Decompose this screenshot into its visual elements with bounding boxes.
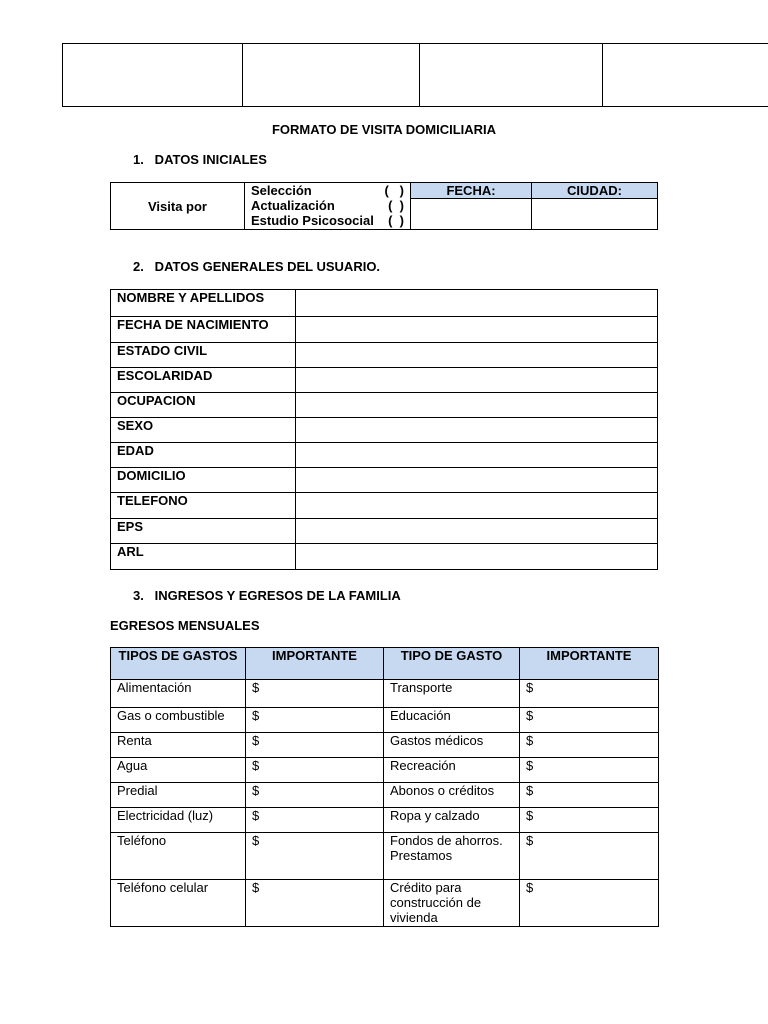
field-label: EDAD — [111, 443, 296, 468]
ciudad-value[interactable] — [532, 199, 658, 230]
option-estudio-psicosocial: Estudio Psicosocial ( ) — [251, 213, 404, 228]
field-value[interactable] — [296, 468, 658, 493]
visit-label: Visita por — [147, 198, 207, 214]
amount-cell[interactable]: $ — [520, 733, 659, 758]
header-cell-3 — [420, 44, 603, 107]
table-row — [111, 317, 658, 343]
field-label: ARL — [111, 544, 296, 570]
amount-cell[interactable]: $ — [520, 708, 659, 733]
field-label: NOMBRE Y APELLIDOS — [111, 290, 296, 317]
field-value[interactable] — [296, 290, 658, 317]
expense-type-cell: Gastos médicos — [384, 733, 520, 758]
field-label: TELEFONO — [111, 493, 296, 519]
expense-type-cell: Teléfono — [111, 833, 246, 880]
amount-cell[interactable]: $ — [520, 833, 659, 880]
expense-type-cell: Fondos de ahorros. Prestamos — [384, 833, 520, 880]
table-row — [111, 343, 658, 368]
field-label: OCUPACION — [111, 393, 296, 418]
field-value[interactable] — [296, 393, 658, 418]
table-row — [111, 733, 659, 758]
table-row — [111, 880, 659, 927]
expense-type-cell: Gas o combustible — [111, 708, 246, 733]
table-row — [111, 418, 658, 443]
column-header: IMPORTANTE — [246, 648, 384, 680]
amount-cell[interactable]: $ — [520, 808, 659, 833]
table-row — [111, 493, 658, 519]
table-row — [111, 680, 659, 708]
field-label: SEXO — [111, 418, 296, 443]
expense-type-cell: Ropa y calzado — [384, 808, 520, 833]
field-value[interactable] — [296, 493, 658, 519]
table-row — [111, 783, 659, 808]
table-row — [111, 544, 658, 570]
table-row — [111, 758, 659, 783]
header-table — [62, 43, 768, 107]
header-cell-4 — [603, 44, 768, 107]
table-row — [111, 393, 658, 418]
column-header: TIPOS DE GASTOS — [111, 648, 246, 680]
table-row — [111, 368, 658, 393]
expense-type-cell: Recreación — [384, 758, 520, 783]
amount-cell[interactable]: $ — [520, 783, 659, 808]
expense-type-cell: Electricidad (luz) — [111, 808, 246, 833]
table-row — [111, 290, 658, 317]
fecha-value[interactable] — [411, 199, 532, 230]
section3-heading: 3. INGRESOS Y EGRESOS DE LA FAMILIA — [133, 588, 401, 603]
amount-cell[interactable]: $ — [520, 880, 659, 927]
amount-cell[interactable]: $ — [246, 758, 384, 783]
expense-type-cell: Alimentación — [111, 680, 246, 708]
amount-cell[interactable]: $ — [246, 733, 384, 758]
field-value[interactable] — [296, 418, 658, 443]
amount-cell[interactable]: $ — [246, 808, 384, 833]
field-label: ESCOLARIDAD — [111, 368, 296, 393]
table-row — [111, 468, 658, 493]
ciudad-header: CIUDAD: — [532, 183, 658, 199]
expense-type-cell: Crédito para construcción de vivienda — [384, 880, 520, 927]
option-actualizacion: Actualización ( ) — [251, 198, 404, 213]
field-value[interactable] — [296, 317, 658, 343]
expense-type-cell: Predial — [111, 783, 246, 808]
header-cell-2 — [243, 44, 420, 107]
datos-generales-table — [110, 289, 658, 570]
table-row — [111, 708, 659, 733]
egresos-table — [110, 647, 659, 927]
datos-iniciales-table — [110, 182, 658, 230]
field-label: DOMICILIO — [111, 468, 296, 493]
visit-label-cell — [111, 183, 245, 230]
amount-cell[interactable]: $ — [246, 880, 384, 927]
expense-type-cell: Educación — [384, 708, 520, 733]
expense-type-cell: Teléfono celular — [111, 880, 246, 927]
section2-heading: 2. DATOS GENERALES DEL USUARIO. — [133, 259, 381, 274]
expense-type-cell: Agua — [111, 758, 246, 783]
field-label: ESTADO CIVIL — [111, 343, 296, 368]
field-value[interactable] — [296, 368, 658, 393]
field-label: FECHA DE NACIMIENTO — [111, 317, 296, 343]
amount-cell[interactable]: $ — [520, 680, 659, 708]
field-value[interactable] — [296, 519, 658, 544]
table-row — [111, 833, 659, 880]
field-value[interactable] — [296, 343, 658, 368]
expense-type-cell: Abonos o créditos — [384, 783, 520, 808]
column-header: IMPORTANTE — [520, 648, 659, 680]
table-row — [111, 519, 658, 544]
column-header: TIPO DE GASTO — [384, 648, 520, 680]
page-title: FORMATO DE VISITA DOMICILIARIA — [271, 122, 497, 137]
amount-cell[interactable]: $ — [246, 833, 384, 880]
table-row — [111, 443, 658, 468]
amount-cell[interactable]: $ — [246, 680, 384, 708]
option-seleccion: Selección ( ) — [251, 183, 404, 198]
amount-cell[interactable]: $ — [246, 783, 384, 808]
table-row — [111, 808, 659, 833]
header-cell-1 — [63, 44, 243, 107]
amount-cell[interactable]: $ — [520, 758, 659, 783]
field-label: EPS — [111, 519, 296, 544]
fecha-header: FECHA: — [411, 183, 532, 199]
visit-options-cell — [245, 183, 411, 230]
section1-heading: 1. DATOS INICIALES — [133, 152, 267, 167]
expense-type-cell: Transporte — [384, 680, 520, 708]
amount-cell[interactable]: $ — [246, 708, 384, 733]
egresos-subheading: EGRESOS MENSUALES — [110, 618, 260, 633]
field-value[interactable] — [296, 544, 658, 570]
field-value[interactable] — [296, 443, 658, 468]
egresos-header-row — [111, 648, 659, 680]
expense-type-cell: Renta — [111, 733, 246, 758]
